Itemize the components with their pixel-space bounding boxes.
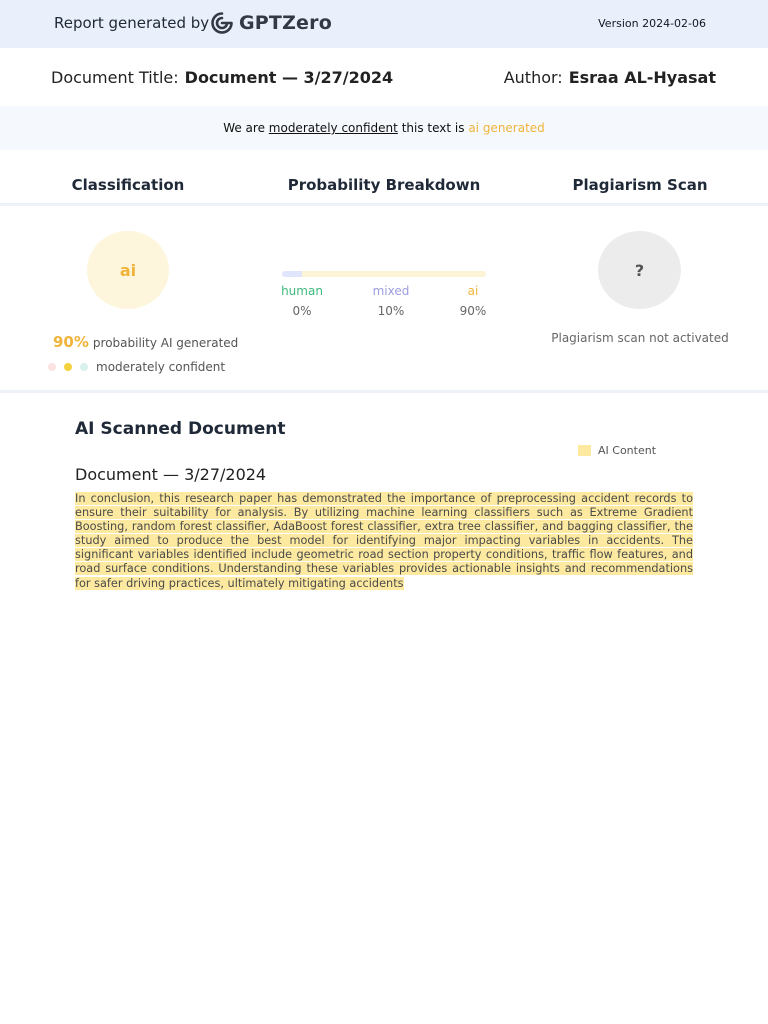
probability-bar-ai — [302, 271, 486, 277]
ai-probability-row — [53, 333, 238, 351]
confidence-dot-low — [48, 363, 56, 371]
banner-middle: this text is — [401, 121, 465, 135]
human-value: 0% — [292, 304, 312, 318]
document-title-value: Document — 3/27/2024 — [184, 68, 394, 87]
banner-confidence: moderately confident — [268, 121, 398, 135]
version-label: Version 2024-02-06 — [598, 17, 706, 30]
mixed-value: 10% — [377, 304, 405, 318]
divider — [0, 390, 768, 393]
scanned-document-heading: AI Scanned Document — [75, 419, 286, 439]
ai-label: ai — [467, 284, 479, 298]
plagiarism-status: Plagiarism scan not activated — [551, 331, 729, 345]
author-label: Author: — [503, 68, 563, 87]
human-label: human — [281, 284, 323, 298]
scanned-document-title: Document — 3/27/2024 — [75, 465, 267, 484]
gptzero-logo-icon — [210, 11, 234, 35]
mixed-label: mixed — [372, 284, 410, 298]
probability-bar — [282, 271, 486, 277]
section-headings — [0, 176, 768, 200]
ai-value: 90% — [459, 304, 487, 318]
confidence-banner — [0, 106, 768, 150]
ai-content-swatch — [578, 445, 591, 456]
ai-probability-label: probability AI generated — [92, 336, 239, 350]
plagiarism-badge: ? — [598, 231, 681, 309]
author-row — [504, 68, 716, 87]
probability-bar-mixed — [282, 271, 302, 277]
confidence-dot-high — [80, 363, 88, 371]
classification-badge: ai — [87, 231, 169, 309]
confidence-row — [48, 360, 225, 374]
document-title-row — [51, 68, 393, 87]
document-title-label: Document Title: — [51, 68, 179, 87]
ai-probability-value: 90% — [53, 333, 89, 351]
scanned-document-body — [75, 492, 693, 591]
confidence-label: moderately confident — [96, 360, 226, 374]
brand-name: GPTZero — [239, 12, 332, 34]
gptzero-logo — [210, 11, 332, 35]
banner-verdict: ai generated — [468, 121, 545, 135]
divider — [0, 203, 768, 206]
author-value: Esraa AL-Hyasat — [568, 68, 716, 87]
banner-prefix: We are — [223, 121, 265, 135]
report-header — [0, 0, 768, 48]
probability-heading: Probability Breakdown — [287, 176, 481, 194]
generated-by-label: Report generated by — [54, 14, 210, 32]
plagiarism-heading: Plagiarism Scan — [572, 176, 708, 194]
confidence-dot-medium — [64, 363, 72, 371]
classification-heading: Classification — [71, 176, 185, 194]
document-meta — [0, 48, 768, 106]
legend-label: AI Content — [598, 444, 657, 457]
highlighted-ai-text: In conclusion, this research paper has demonstrated the importance of preprocessing accident records to ensure their suitability for analysis. By utilizing machine learning classifiers such as Extreme Gradient Boosting, random forest classifier, AdaBoost forest classifier, extra tree classifier, and bagging classifier, the study aimed to produce the best model for identifying major impacting variables in accidents. The significant variables identified include geometric road section property conditions, traffic flow features, and road surface conditions. Understanding these variables provides actionable insights and recommendations for safer driving practices, ultimately mitigating accidents — [75, 492, 693, 590]
legend — [578, 444, 656, 457]
